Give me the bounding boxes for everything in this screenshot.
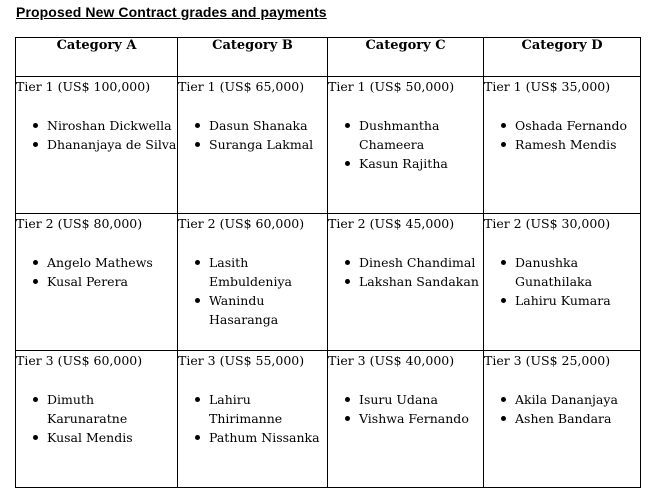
bullet-icon: [501, 142, 506, 147]
table-header-row: [16, 38, 641, 77]
tier-label: Tier 2 (US$ 60,000): [178, 216, 305, 231]
player-list: [178, 253, 327, 329]
tier-3-row: [16, 351, 641, 488]
player-name: Lakshan Sandakan: [359, 274, 479, 289]
player-name: Vishwa Fernando: [359, 411, 469, 426]
player-name: Dasun Shanaka: [209, 118, 308, 133]
bullet-icon: [501, 123, 506, 128]
player-list-item: [201, 390, 327, 428]
bullet-icon: [33, 279, 38, 284]
player-list-item: [39, 390, 177, 428]
bullet-icon: [345, 123, 350, 128]
player-name: Niroshan Dickwella: [47, 118, 172, 133]
tier-3-category-a-cell: [16, 351, 178, 488]
player-name: Danushka Gunathilaka: [515, 255, 593, 289]
player-list-item: [351, 116, 483, 154]
player-list: [328, 116, 483, 173]
player-name: Lahiru Thirimanne: [209, 392, 283, 426]
tier-label: Tier 2 (US$ 45,000): [328, 216, 455, 231]
player-list: [16, 116, 177, 154]
category-b-header: Category B: [178, 38, 328, 77]
tier-label: Tier 1 (US$ 100,000): [16, 79, 151, 94]
player-name: Ramesh Mendis: [515, 137, 617, 152]
player-list-item: [507, 116, 640, 135]
bullet-icon: [195, 142, 200, 147]
player-name: Akila Dananjaya: [515, 392, 618, 407]
tier-label: Tier 3 (US$ 25,000): [484, 353, 611, 368]
player-name: Dinesh Chandimal: [359, 255, 476, 270]
player-list-item: [507, 291, 640, 310]
player-list-item: [351, 253, 483, 272]
tier-2-category-b-cell: [178, 214, 328, 351]
player-name: Angelo Mathews: [47, 255, 153, 270]
player-name: Kasun Rajitha: [359, 156, 448, 171]
contract-grades-table: [15, 37, 641, 488]
player-name: Wanindu Hasaranga: [209, 293, 279, 327]
tier-label: Tier 1 (US$ 65,000): [178, 79, 305, 94]
bullet-icon: [33, 435, 38, 440]
category-a-header: Category A: [16, 38, 178, 77]
tier-label: Tier 3 (US$ 55,000): [178, 353, 305, 368]
bullet-icon: [345, 397, 350, 402]
player-name: Dhananjaya de Silva: [47, 137, 177, 152]
tier-2-category-a-cell: [16, 214, 178, 351]
player-list: [16, 390, 177, 447]
player-list-item: [351, 154, 483, 173]
player-list-item: [507, 253, 640, 291]
player-list: [484, 390, 640, 428]
category-c-header: Category C: [328, 38, 484, 77]
tier-2-row: [16, 214, 641, 351]
category-d-header: Category D: [484, 38, 641, 77]
tier-2-category-d-cell: [484, 214, 641, 351]
player-list-item: [39, 116, 177, 135]
player-list: [484, 253, 640, 310]
bullet-icon: [33, 123, 38, 128]
bullet-icon: [345, 279, 350, 284]
player-list-item: [39, 135, 177, 154]
tier-3-category-c-cell: [328, 351, 484, 488]
player-name: Kusal Perera: [47, 274, 128, 289]
bullet-icon: [33, 142, 38, 147]
bullet-icon: [501, 397, 506, 402]
bullet-icon: [195, 298, 200, 303]
bullet-icon: [33, 260, 38, 265]
tier-1-category-d-cell: [484, 77, 641, 214]
tier-label: Tier 2 (US$ 80,000): [16, 216, 143, 231]
tier-1-row: [16, 77, 641, 214]
player-name: Suranga Lakmal: [209, 137, 314, 152]
player-list-item: [201, 253, 327, 291]
player-name: Dushmantha Chameera: [359, 118, 440, 152]
player-name: Lahiru Kumara: [515, 293, 611, 308]
bullet-icon: [501, 260, 506, 265]
player-list-item: [39, 253, 177, 272]
bullet-icon: [195, 435, 200, 440]
tier-1-category-b-cell: [178, 77, 328, 214]
tier-label: Tier 2 (US$ 30,000): [484, 216, 611, 231]
tier-label: Tier 1 (US$ 50,000): [328, 79, 455, 94]
player-list-item: [507, 135, 640, 154]
player-name: Dimuth Karunaratne: [47, 392, 128, 426]
bullet-icon: [345, 161, 350, 166]
tier-3-category-b-cell: [178, 351, 328, 488]
player-list-item: [39, 272, 177, 291]
bullet-icon: [195, 397, 200, 402]
player-list-item: [39, 428, 177, 447]
bullet-icon: [195, 260, 200, 265]
player-list-item: [351, 390, 483, 409]
player-list-item: [351, 409, 483, 428]
tier-2-category-c-cell: [328, 214, 484, 351]
player-list-item: [507, 409, 640, 428]
player-list-item: [351, 272, 483, 291]
player-list: [328, 253, 483, 291]
player-list: [484, 116, 640, 154]
tier-label: Tier 3 (US$ 60,000): [16, 353, 143, 368]
bullet-icon: [345, 416, 350, 421]
player-name: Kusal Mendis: [47, 430, 133, 445]
player-list-item: [201, 135, 327, 154]
tier-label: Tier 1 (US$ 35,000): [484, 79, 611, 94]
player-list: [328, 390, 483, 428]
player-name: Lasith Embuldeniya: [209, 255, 292, 289]
bullet-icon: [195, 123, 200, 128]
player-list: [16, 253, 177, 291]
player-name: Isuru Udana: [359, 392, 438, 407]
tier-1-category-c-cell: [328, 77, 484, 214]
player-list-item: [201, 116, 327, 135]
player-list-item: [201, 291, 327, 329]
tier-1-category-a-cell: [16, 77, 178, 214]
bullet-icon: [33, 397, 38, 402]
player-name: Pathum Nissanka: [209, 430, 320, 445]
tier-3-category-d-cell: [484, 351, 641, 488]
bullet-icon: [501, 298, 506, 303]
player-list: [178, 116, 327, 154]
player-list-item: [507, 390, 640, 409]
player-list-item: [201, 428, 327, 447]
player-name: Oshada Fernando: [515, 118, 628, 133]
tier-label: Tier 3 (US$ 40,000): [328, 353, 455, 368]
page-title: Proposed New Contract grades and payments: [16, 4, 327, 20]
player-name: Ashen Bandara: [515, 411, 612, 426]
bullet-icon: [501, 416, 506, 421]
bullet-icon: [345, 260, 350, 265]
player-list: [178, 390, 327, 447]
